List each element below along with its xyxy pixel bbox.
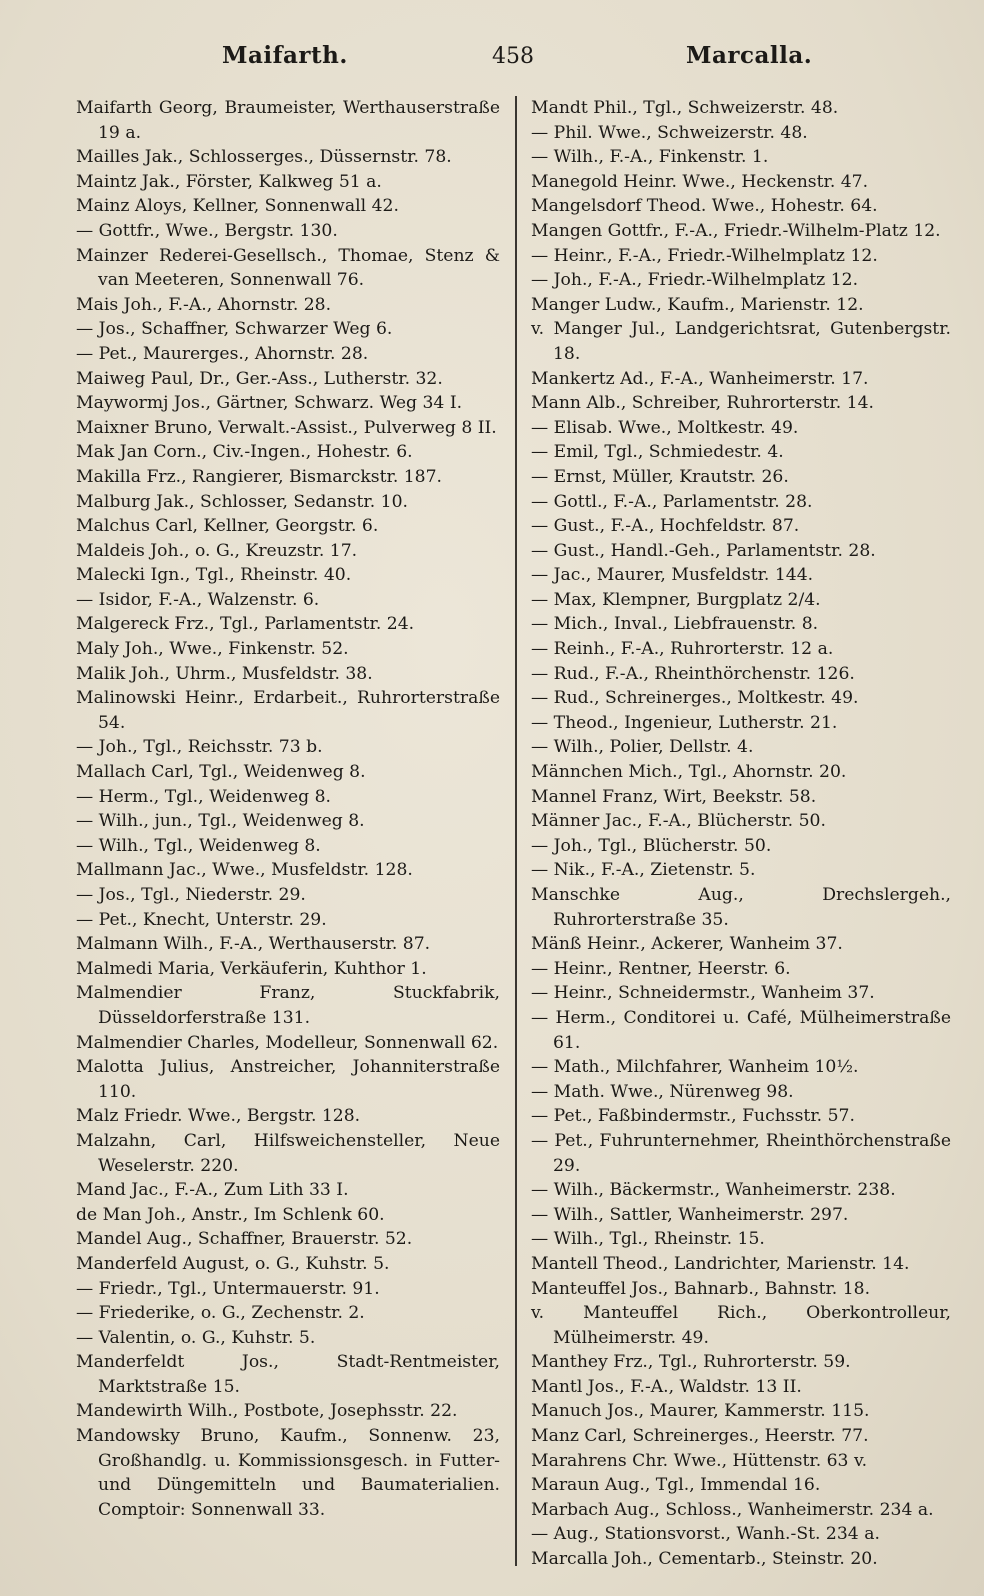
directory-entry: Mallmann Jac., Wwe., Musfeldstr. 128. (76, 860, 413, 881)
page-number: 458 (492, 44, 534, 69)
directory-entry: — Friederike, o. G., Zechenstr. 2. (76, 1303, 365, 1324)
directory-entry: — Gust., Handl.-Geh., Parlamentstr. 28. (531, 540, 876, 561)
directory-entry: — Wilh., Polier, Dellstr. 4. (531, 737, 754, 758)
directory-entry: — Wilh., Bäckermstr., Wanheimerstr. 238. (531, 1180, 896, 1201)
directory-entry: Malmann Wilh., F.-A., Werthauserstr. 87. (76, 934, 431, 955)
directory-entry: — Valentin, o. G., Kuhstr. 5. (76, 1327, 316, 1348)
header-left-keyword: Maifarth. (222, 42, 348, 69)
directory-entry: — Rud., Schreinerges., Moltkestr. 49. (531, 688, 859, 709)
directory-entry: — Aug., Stationsvorst., Wanh.-St. 234 a. (531, 1524, 880, 1545)
directory-entry: — Joh., Tgl., Blücherstr. 50. (531, 835, 772, 856)
column-divider (515, 96, 517, 1566)
directory-entry: Malmendier Charles, Modelleur, Sonnenwall 62. (76, 1032, 499, 1053)
directory-entry: — Jos., Schaffner, Schwarzer Weg 6. (76, 319, 393, 340)
directory-entry: Malgereck Frz., Tgl., Parlamentstr. 24. (76, 614, 415, 635)
directory-entry: — Heinr., F.-A., Friedr.-Wilhelmplatz 12. (531, 245, 878, 266)
directory-entry: Männer Jac., F.-A., Blücherstr. 50. (531, 811, 826, 832)
directory-entry: Malecki Ign., Tgl., Rheinstr. 40. (76, 565, 352, 586)
directory-entry: Mand Jac., F.-A., Zum Lith 33 I. (76, 1180, 349, 1201)
directory-entry: — Rud., F.-A., Rheinthörchenstr. 126. (531, 663, 855, 684)
directory-entry: — Pet., Knecht, Unterstr. 29. (76, 909, 327, 930)
directory-entry: — Wilh., Sattler, Wanheimerstr. 297. (531, 1204, 849, 1225)
directory-entry: Manegold Heinr. Wwe., Heckenstr. 47. (531, 171, 869, 192)
directory-entry: Malz Friedr. Wwe., Bergstr. 128. (76, 1106, 361, 1127)
header-right-keyword: Marcalla. (686, 42, 813, 69)
directory-entry: Manger Ludw., Kaufm., Marienstr. 12. (531, 294, 864, 315)
directory-entry: Manschke Aug., Drechslergeh., Ruhrorterstraße 35. (531, 885, 951, 930)
directory-entry: Mannel Franz, Wirt, Beekstr. 58. (531, 786, 817, 807)
directory-entry: — Pet., Faßbindermstr., Fuchsstr. 57. (531, 1106, 855, 1127)
directory-entry: — Pet., Maurerges., Ahornstr. 28. (76, 343, 369, 364)
directory-entry: Maixner Bruno, Verwalt.-Assist., Pulverweg 8 II. (76, 417, 497, 438)
directory-entry: Mainzer Rederei-Gesellsch., Thomae, Stenz & van Meeteren, Sonnenwall 76. (76, 245, 500, 291)
directory-entry: Maly Joh., Wwe., Finkenstr. 52. (76, 639, 349, 660)
directory-entry: Malmedi Maria, Verkäuferin, Kuhthor 1. (76, 958, 427, 979)
directory-entry: Maywormj Jos., Gärtner, Schwarz. Weg 34 I. (76, 393, 463, 414)
directory-entry: v. Manteuffel Rich., Oberkontrolleur, Mülheimerstr. 49. (531, 1303, 951, 1348)
directory-entry: Maraun Aug., Tgl., Immendal 16. (531, 1475, 821, 1496)
directory-entry: Malinowski Heinr., Erdarbeit., Ruhrorterstraße 54. (76, 688, 500, 733)
directory-entry: — Ernst, Müller, Krautstr. 26. (531, 466, 789, 487)
directory-entry: Manteuffel Jos., Bahnarb., Bahnstr. 18. (531, 1278, 871, 1299)
directory-entry: — Isidor, F.-A., Walzenstr. 6. (76, 589, 320, 610)
directory-entry: Mantl Jos., F.-A., Waldstr. 13 II. (531, 1376, 802, 1397)
directory-entry: — Phil. Wwe., Schweizerstr. 48. (531, 122, 808, 143)
directory-entry: Manthey Frz., Tgl., Ruhrorterstr. 59. (531, 1352, 851, 1373)
directory-entry: Marbach Aug., Schloss., Wanheimerstr. 234 a. (531, 1499, 934, 1520)
directory-entry: Manz Carl, Schreinerges., Heerstr. 77. (531, 1426, 869, 1447)
directory-entry: — Joh., F.-A., Friedr.-Wilhelmplatz 12. (531, 270, 859, 291)
directory-entry: Malzahn, Carl, Hilfsweichensteller, Neue Weselerstr. 220. (76, 1130, 500, 1176)
directory-entry: Malotta Julius, Anstreicher, Johanniterstraße 110. (76, 1057, 500, 1102)
directory-entry: Manuch Jos., Maurer, Kammerstr. 115. (531, 1401, 870, 1422)
directory-entry: — Jac., Maurer, Musfeldstr. 144. (531, 565, 814, 586)
directory-entry: Maifarth Georg, Braumeister, Werthauserstraße 19 a. (76, 98, 500, 143)
directory-entry: Mandt Phil., Tgl., Schweizerstr. 48. (531, 98, 839, 118)
directory-entry: Makilla Frz., Rangierer, Bismarckstr. 187. (76, 466, 443, 487)
left-column (76, 96, 500, 1522)
directory-entry: — Gottl., F.-A., Parlamentstr. 28. (531, 491, 813, 512)
page-header (74, 38, 944, 78)
directory-entry: — Emil, Tgl., Schmiedestr. 4. (531, 442, 784, 463)
directory-entry: Mainz Aloys, Kellner, Sonnenwall 42. (76, 196, 399, 217)
directory-entry: — Heinr., Rentner, Heerstr. 6. (531, 958, 791, 979)
directory-entry: — Friedr., Tgl., Untermauerstr. 91. (76, 1278, 380, 1299)
directory-entry: Mais Joh., F.-A., Ahornstr. 28. (76, 294, 332, 315)
directory-entry: Mantell Theod., Landrichter, Marienstr. 14. (531, 1253, 910, 1274)
directory-entry: — Heinr., Schneidermstr., Wanheim 37. (531, 983, 875, 1004)
directory-entry: — Herm., Tgl., Weidenweg 8. (76, 786, 331, 807)
directory-entry: — Joh., Tgl., Reichsstr. 73 b. (76, 737, 323, 758)
directory-entry: — Reinh., F.-A., Ruhrorterstr. 12 a. (531, 639, 834, 660)
directory-entry: — Gust., F.-A., Hochfeldstr. 87. (531, 516, 800, 537)
directory-entry: — Nik., F.-A., Zietenstr. 5. (531, 860, 756, 881)
directory-entry: Mann Alb., Schreiber, Ruhrorterstr. 14. (531, 393, 875, 414)
directory-entry: Maiweg Paul, Dr., Ger.-Ass., Lutherstr. 32. (76, 368, 443, 389)
directory-entry: Mandel Aug., Schaffner, Brauerstr. 52. (76, 1229, 413, 1250)
directory-entry: Mallach Carl, Tgl., Weidenweg 8. (76, 762, 366, 783)
directory-entry: Malburg Jak., Schlosser, Sedanstr. 10. (76, 491, 408, 512)
directory-entry: Maldeis Joh., o. G., Kreuzstr. 17. (76, 540, 358, 561)
directory-entry: Männchen Mich., Tgl., Ahornstr. 20. (531, 762, 847, 783)
directory-entry: v. Manger Jul., Landgerichtsrat, Gutenbergstr. 18. (531, 319, 951, 364)
directory-entry: Mandowsky Bruno, Kaufm., Sonnenw. 23, Großhandlg. u. Kommissionsgesch. in Futter- und Düngemitteln und Baumaterialien. Comptoir: Sonnenwall 33. (76, 1426, 500, 1520)
directory-entry: Marcalla Joh., Cementarb., Steinstr. 20. (531, 1549, 878, 1570)
directory-entry: — Wilh., Tgl., Weidenweg 8. (76, 835, 321, 856)
right-column (531, 96, 951, 1572)
directory-entry: Manderfeld August, o. G., Kuhstr. 5. (76, 1253, 390, 1274)
directory-entry: Manderfeldt Jos., Stadt-Rentmeister, Marktstraße 15. (76, 1352, 500, 1397)
directory-entry: — Gottfr., Wwe., Bergstr. 130. (76, 220, 338, 241)
directory-entry: — Mich., Inval., Liebfrauenstr. 8. (531, 614, 819, 635)
directory-entry: Malmendier Franz, Stuckfabrik, Düsseldorferstraße 131. (76, 983, 500, 1028)
directory-entry: Maintz Jak., Förster, Kalkweg 51 a. (76, 171, 382, 192)
directory-entry: Mangelsdorf Theod. Wwe., Hohestr. 64. (531, 196, 878, 217)
directory-entry: — Math. Wwe., Nürenweg 98. (531, 1081, 794, 1102)
directory-entry: Mangen Gottfr., F.-A., Friedr.-Wilhelm-Platz 12. (531, 220, 941, 241)
directory-entry: Malchus Carl, Kellner, Georgstr. 6. (76, 516, 379, 537)
directory-entry: — Jos., Tgl., Niederstr. 29. (76, 885, 306, 905)
directory-entry: — Max, Klempner, Burgplatz 2/4. (531, 589, 821, 610)
directory-entry: — Wilh., F.-A., Finkenstr. 1. (531, 147, 769, 168)
directory-entry: Marahrens Chr. Wwe., Hüttenstr. 63 v. (531, 1450, 868, 1471)
directory-entry: de Man Joh., Anstr., Im Schlenk 60. (76, 1204, 385, 1225)
directory-entry: Malik Joh., Uhrm., Musfeldstr. 38. (76, 663, 373, 684)
directory-entry: — Theod., Ingenieur, Lutherstr. 21. (531, 712, 838, 733)
directory-entry: — Elisab. Wwe., Moltkestr. 49. (531, 417, 799, 438)
directory-entry: — Wilh., Tgl., Rheinstr. 15. (531, 1229, 765, 1250)
directory-entry: Mänß Heinr., Ackerer, Wanheim 37. (531, 934, 843, 955)
directory-entry: — Pet., Fuhrunternehmer, Rheinthörchenstraße 29. (531, 1130, 951, 1176)
directory-entry: Mankertz Ad., F.-A., Wanheimerstr. 17. (531, 368, 869, 389)
directory-entry: Mailles Jak., Schlosserges., Düssernstr. 78. (76, 147, 452, 168)
directory-entry: — Wilh., jun., Tgl., Weidenweg 8. (76, 811, 365, 832)
directory-entry: Mandewirth Wilh., Postbote, Josephsstr. 22. (76, 1401, 458, 1422)
directory-entry: — Math., Milchfahrer, Wanheim 10½. (531, 1057, 859, 1078)
directory-entry: Mak Jan Corn., Civ.-Ingen., Hohestr. 6. (76, 442, 413, 463)
directory-entry: — Herm., Conditorei u. Café, Mülheimerstraße 61. (531, 1007, 951, 1053)
